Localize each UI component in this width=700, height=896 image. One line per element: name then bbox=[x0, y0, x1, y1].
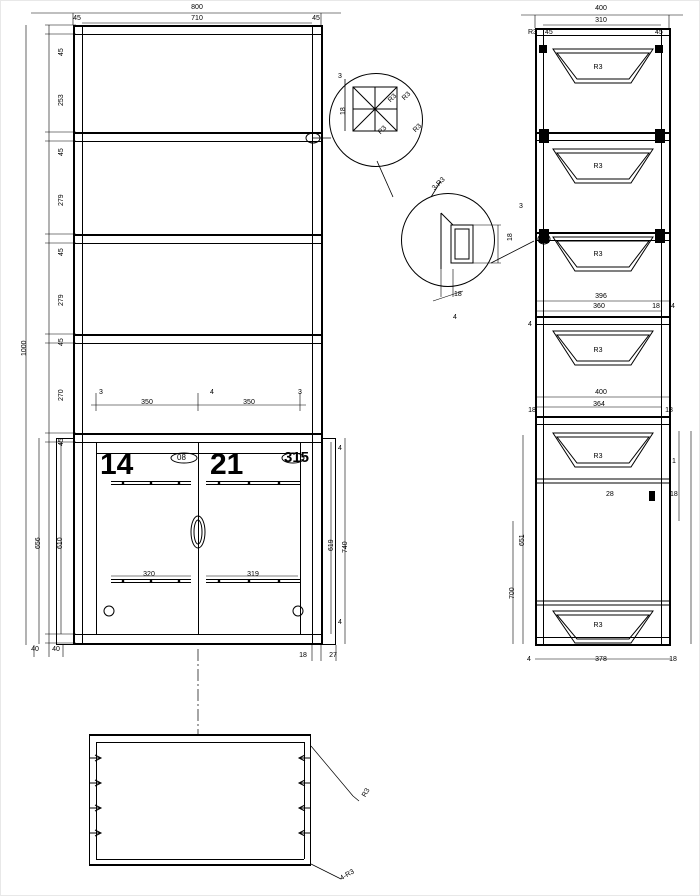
detail-a-dim-3: 3 bbox=[338, 73, 342, 80]
dim-cabinet-656: 656 bbox=[35, 537, 42, 549]
dim-side-28: 28 bbox=[606, 491, 614, 498]
dim-edge-right: 45 bbox=[312, 15, 320, 22]
detail-a-r3-4: R3 bbox=[412, 122, 424, 134]
detail-b-3: 3 bbox=[519, 203, 523, 210]
dim-gap-3-left: 3 bbox=[99, 389, 103, 396]
drawer-label-4: R3 bbox=[593, 347, 603, 354]
dim-side-bottom-378: 378 bbox=[595, 656, 607, 663]
dim-side-4a: 4 bbox=[671, 303, 675, 310]
dim-v-4: 279 bbox=[58, 194, 65, 206]
dim-bottom-18: 18 bbox=[299, 652, 307, 659]
dim-side-360: 360 bbox=[593, 303, 605, 310]
drawer-label-3: R3 bbox=[593, 251, 603, 258]
dim-edge-left: 45 bbox=[73, 15, 81, 22]
dim-side-bottom-18: 18 bbox=[669, 656, 677, 663]
dim-bottom-40a: 40 bbox=[31, 646, 39, 653]
dim-overall-height: 1000 bbox=[21, 340, 28, 356]
dim-gap-4: 4 bbox=[210, 389, 214, 396]
dim-v-3: 45 bbox=[58, 148, 65, 156]
dim-v-2: 253 bbox=[58, 94, 65, 106]
door-number-14: 14 bbox=[100, 448, 134, 481]
dim-side-18c: 18 bbox=[665, 407, 673, 414]
dim-350-right: 350 bbox=[243, 399, 255, 406]
dim-gap-3-right: 3 bbox=[298, 389, 302, 396]
detail-b-4: 4 bbox=[453, 314, 457, 321]
dim-cabinet-610: 610 bbox=[57, 537, 64, 549]
drawer-label-1: R3 bbox=[593, 64, 603, 71]
detail-a-r3-3: R3 bbox=[377, 124, 389, 136]
dim-side-18a: 18 bbox=[652, 303, 660, 310]
door-number-315: 315 bbox=[284, 449, 310, 466]
dim-v-6: 279 bbox=[58, 294, 65, 306]
dim-v-1: 45 bbox=[58, 48, 65, 56]
detail-a-r3-2: R3 bbox=[401, 90, 413, 102]
dim-v-8: 270 bbox=[58, 389, 65, 401]
dim-inner-right-319: 319 bbox=[247, 571, 259, 578]
dim-side-651: 651 bbox=[519, 534, 526, 546]
dim-side-700: 700 bbox=[509, 587, 516, 599]
dim-side-396: 396 bbox=[595, 293, 607, 300]
dim-cabinet-619: 619 bbox=[328, 539, 335, 551]
side-mark-r3: R3 bbox=[528, 29, 537, 36]
dim-side-18d: 18 bbox=[670, 491, 678, 498]
side-mark-45b: 45 bbox=[655, 29, 663, 36]
dim-bottom-27: 27 bbox=[329, 652, 337, 659]
handle-label-08: 08 bbox=[177, 453, 186, 462]
dim-side-inner: 310 bbox=[595, 17, 607, 24]
dim-bottom-40b: 40 bbox=[52, 646, 60, 653]
dim-small-4b: 4 bbox=[338, 619, 342, 626]
top-view-r3: R3 bbox=[361, 787, 372, 799]
detail-b-18b: 18 bbox=[454, 291, 462, 298]
dim-v-5: 45 bbox=[58, 248, 65, 256]
detail-a-dim-18: 18 bbox=[340, 107, 347, 115]
drawer-label-5: R3 bbox=[593, 453, 603, 460]
dim-overall-width: 800 bbox=[191, 4, 203, 11]
dim-side-400: 400 bbox=[595, 389, 607, 396]
drawer-label-6: R3 bbox=[593, 622, 603, 629]
dim-side-4b: 4 bbox=[528, 321, 532, 328]
dim-cabinet-740: 740 bbox=[342, 541, 349, 553]
door-number-21: 21 bbox=[210, 448, 244, 481]
dim-side-364: 364 bbox=[593, 401, 605, 408]
dim-side-18b: 18 bbox=[528, 407, 536, 414]
detail-a-r3-1: R3 bbox=[387, 92, 399, 104]
drawer-label-2: R3 bbox=[593, 163, 603, 170]
dim-side-depth: 400 bbox=[595, 5, 607, 12]
top-view-4r3: 4-R3 bbox=[339, 868, 356, 883]
detail-b-18a: 18 bbox=[507, 233, 514, 241]
dim-side-bottom-4: 4 bbox=[527, 656, 531, 663]
dim-v-7: 45 bbox=[58, 338, 65, 346]
side-mark-45a: 45 bbox=[545, 29, 553, 36]
dim-side-1: 1 bbox=[672, 458, 676, 465]
dim-350-left: 350 bbox=[141, 399, 153, 406]
dim-small-4a: 4 bbox=[338, 445, 342, 452]
dim-inner-width: 710 bbox=[191, 15, 203, 22]
detail-b-3r3: 3-R3 bbox=[431, 176, 447, 192]
dim-inner-left-320: 320 bbox=[143, 571, 155, 578]
dim-v-9: 45 bbox=[58, 438, 65, 446]
